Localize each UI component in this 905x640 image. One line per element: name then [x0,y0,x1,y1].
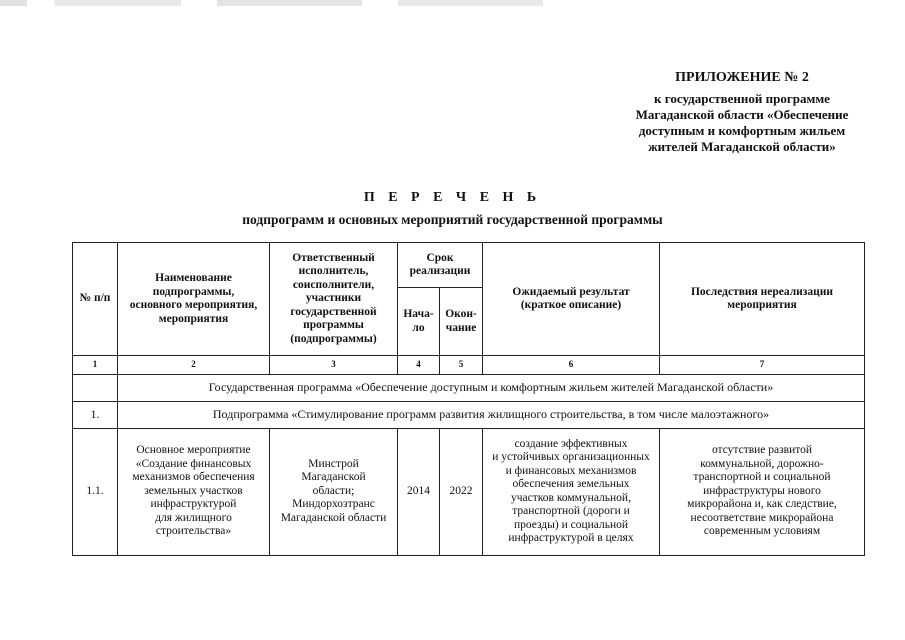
header-consequences: Последствия нереализации мероприятия [660,243,865,356]
column-number: 6 [483,356,660,375]
row-result: создание эффективных и устойчивых организационных и финансовых механизмов обеспечения земельных участков коммунальной, транспортной (дороги и проезды) и социальной инфраструктурой в целях [483,428,660,555]
programs-table [72,242,865,556]
subprogram-row [73,401,865,428]
header-result: Ожидаемый результат (краткое описание) [483,243,660,356]
program-row-num [73,374,118,401]
row-num: 1.1. [73,428,118,555]
subprogram-row-text: Подпрограмма «Стимулирование программ развития жилищного строительства, в том числе малоэтажного» [118,401,865,428]
program-row-text: Государственная программа «Обеспечение доступным и комфортным жильем жителей Магаданской области» [118,374,865,401]
program-row [73,374,865,401]
header-start: Нача- ло [398,288,440,356]
header-period: Срок реализации [398,243,483,288]
annex-block [617,70,867,155]
document-subtitle: подпрограмм и основных мероприятий государственной программы [242,212,663,227]
header-num: № п/п [73,243,118,356]
column-number: 5 [440,356,483,375]
scan-edge-artifact [0,0,905,6]
row-start: 2014 [398,428,440,555]
row-consequences: отсутствие развитой коммунальной, дорожно- транспортной и социальной инфраструктуры нового микрорайона и, как следствие, несоответствие микрорайона современным условиям [660,428,865,555]
row-executor: Минстрой Магаданской области; Миндорхозтранс Магаданской области [270,428,398,555]
row-end: 2022 [440,428,483,555]
header-executor: Ответственный исполнитель, соисполнители, участники государственной программы (подпрограммы) [270,243,398,356]
annex-subtitle: к государственной программе Магаданской области «Обеспечение доступным и комфортным жильем жителей Магаданской области» [635,91,849,154]
column-number: 7 [660,356,865,375]
document-title: П Е Р Е Ч Е Н Ь [363,190,542,205]
header-row-1 [73,243,865,288]
column-number: 2 [118,356,270,375]
column-number: 4 [398,356,440,375]
row-name: Основное мероприятие «Создание финансовых механизмов обеспечения земельных участков инфраструктурой для жилищного строительства» [118,428,270,555]
header-end: Окон- чание [440,288,483,356]
subprogram-row-num: 1. [73,401,118,428]
column-number: 3 [270,356,398,375]
column-number: 1 [73,356,118,375]
column-number-row [73,356,865,375]
annex-title: ПРИЛОЖЕНИЕ № 2 [675,70,809,85]
table-row [73,428,865,555]
header-name: Наименование подпрограммы, основного мероприятия, мероприятия [118,243,270,356]
